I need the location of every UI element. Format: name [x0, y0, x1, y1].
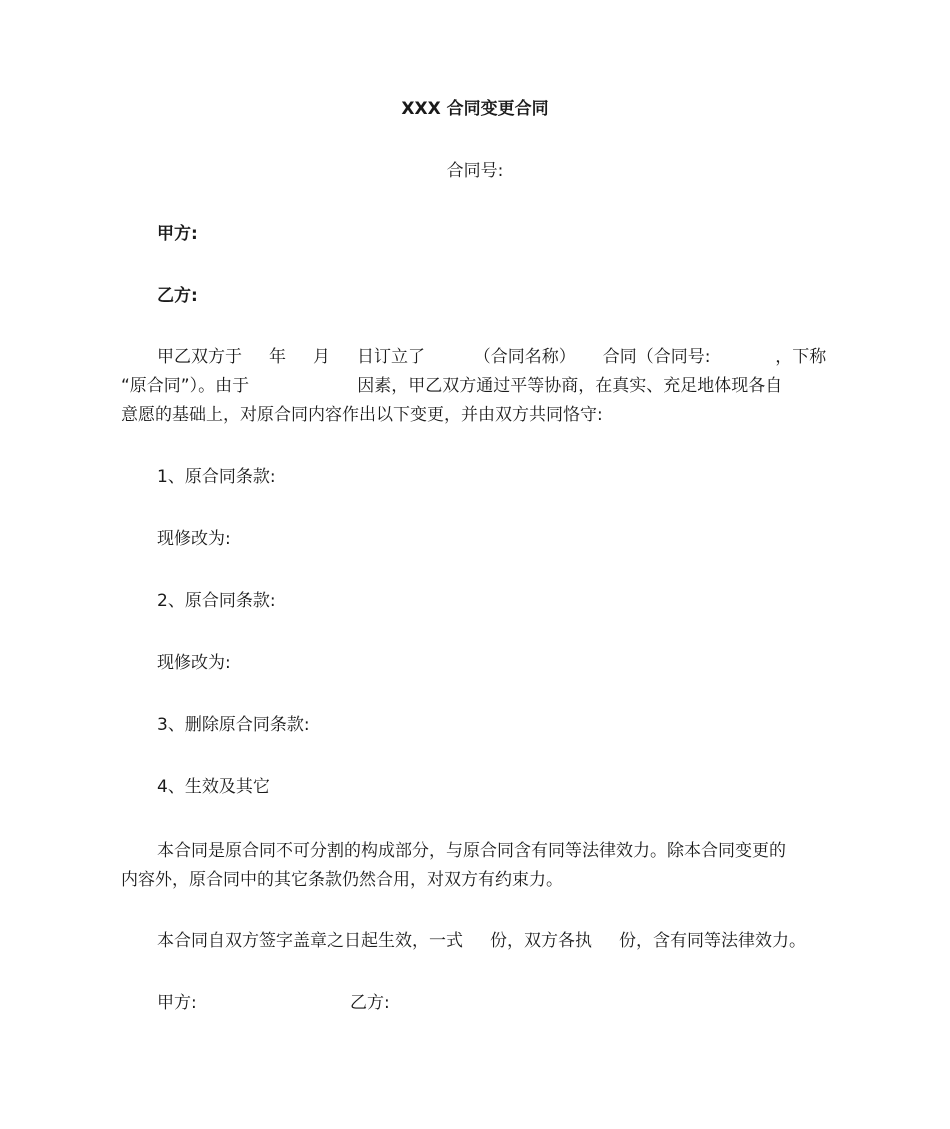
signature-party-a: 甲方:	[157, 993, 197, 1013]
intro-line-2: “原合同”）。由于 因素，甲乙双方通过平等协商，在真实、充足地体现各自	[121, 376, 783, 396]
item-1-original-clause: 1、原合同条款:	[157, 467, 276, 487]
clause-1-paragraph	[121, 837, 828, 895]
signature-party-b: 乙方:	[350, 993, 390, 1013]
contract-number-label: 合同号:	[446, 161, 504, 181]
intro-line-1: 甲乙双方于 年 月 日订立了 （合同名称） 合同（合同号: ，下称	[157, 347, 827, 367]
item-2-original-clause: 2、原合同条款:	[157, 591, 276, 611]
item-2-amendment: 现修改为:	[157, 653, 231, 673]
intro-paragraph	[121, 343, 828, 430]
item-1-amendment: 现修改为:	[157, 529, 231, 549]
item-3-delete-clause: 3、删除原合同条款:	[157, 715, 310, 735]
intro-line-3: 意愿的基础上，对原合同内容作出以下变更，并由双方共同恪守:	[121, 405, 603, 425]
clause-1-line-2: 内容外，原合同中的其它条款仍然合用，对双方有约束力。	[121, 870, 563, 890]
party-b-label: 乙方:	[157, 286, 198, 306]
clause-2-paragraph: 本合同自双方签字盖章之日起生效，一式 份，双方各执 份，含有同等法律效力。	[157, 931, 807, 951]
party-a-label: 甲方:	[157, 224, 198, 244]
document-title: XXX 合同变更合同	[401, 99, 549, 119]
clause-1-line-1: 本合同是原合同不可分割的构成部分，与原合同含有同等法律效力。除本合同变更的	[157, 841, 786, 861]
item-4-effect-and-other: 4、生效及其它	[157, 777, 270, 797]
